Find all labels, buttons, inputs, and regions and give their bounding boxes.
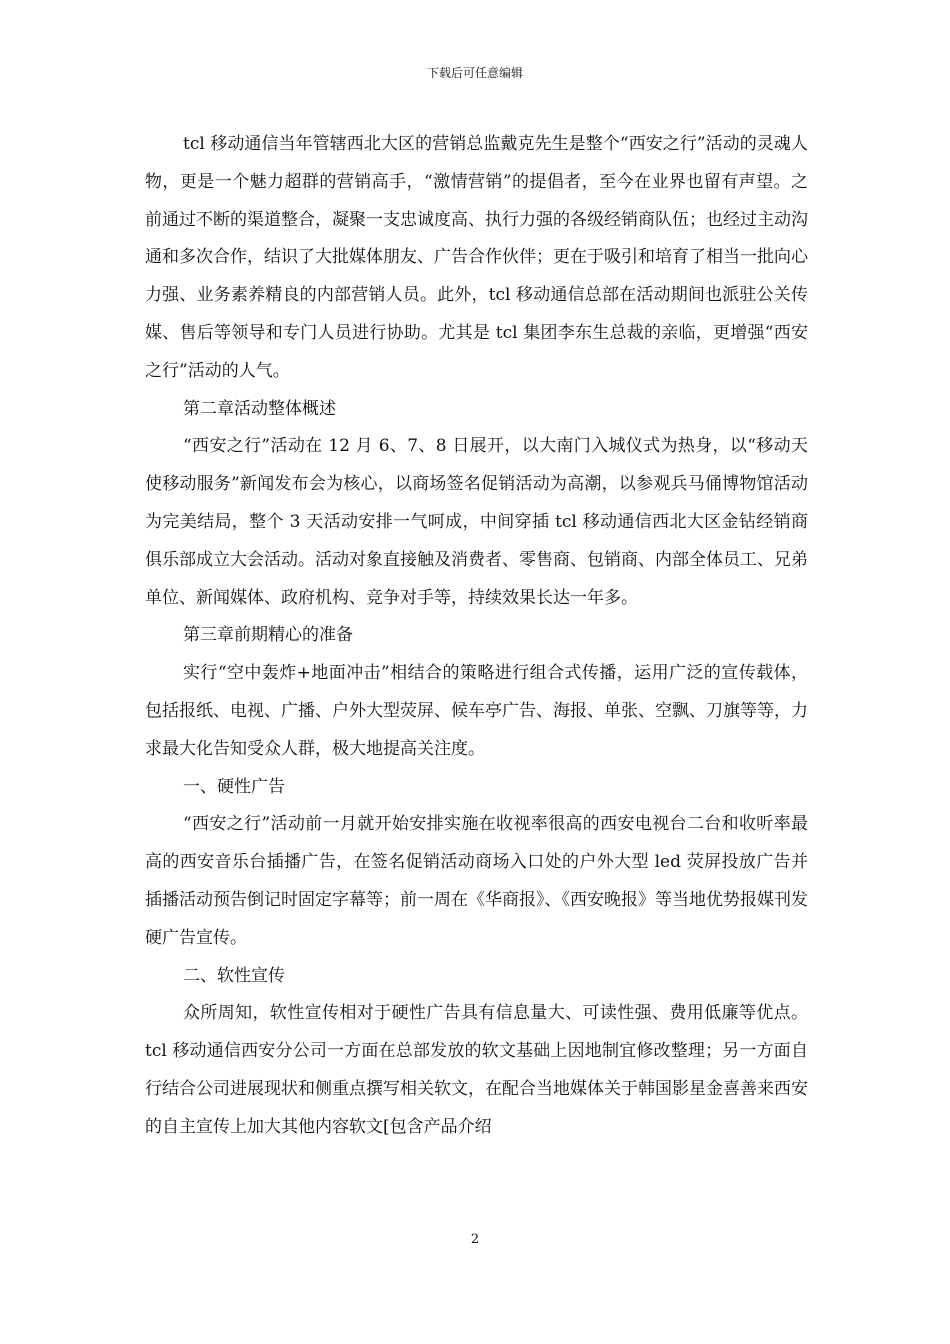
paragraph-intro: tcl 移动通信当年管辖西北大区的营销总监戴克先生是整个“西安之行”活动的灵魂人物，更是一个魅力超群的营销高手，“激情营销”的提倡者，至今在业界也留有声望。之前通过不断的渠道整合，凝聚一支忠诚度高、执行力强的各级经销商队伍；也经过主动沟通和多次合作，结识了大批媒体朋友、广告合作伙伴；更在于吸引和培育了相当一批向心力强、业务素养精良的内部营销人员。此外，tcl 移动通信总部在活动期间也派驻公关传媒、售后等领导和专门人员进行协助。尤其是 tcl 集团李东生总裁的亲临，更增强“西安之行”活动的人气。	[145, 134, 808, 381]
page-number: 2	[470, 1232, 480, 1247]
paragraph-strategy: 实行“空中轰炸+地面冲击”相结合的策略进行组合式传播，运用广泛的宣传载体，包括报纸、电视、广播、户外大型荧屏、候车亭广告、海报、单张、空飘、刀旗等等，力求最大化告知受众人群，极大地提高关注度。	[145, 663, 808, 759]
chapter-3-heading: 第三章前期精心的准备	[183, 625, 353, 646]
section-soft-promo-heading: 二、软性宣传	[183, 965, 285, 986]
page-header: 下载后可任意编辑	[426, 66, 523, 80]
document-body	[145, 126, 808, 1147]
paragraph-hard-ads: “西安之行”活动前一月就开始安排实施在收视率很高的西安电视台二台和收听率最高的西安音乐台插播广告，在签名促销活动商场入口处的户外大型 led 荧屏投放广告并插播活动预告倒记时固定字幕等；前一周在《华商报》、《西安晚报》等当地优势报媒刊发硬广告宣传。	[145, 814, 808, 948]
section-hard-ads-heading: 一、硬性广告	[183, 776, 285, 797]
paragraph-soft-promo: 众所周知，软性宣传相对于硬性广告具有信息量大、可读性强、费用低廉等优点。tcl 移动通信西安分公司一方面在总部发放的软文基础上因地制宜修改整理；另一方面自行结合公司进展现状和侧重点撰写相关软文，在配合当地媒体关于韩国影星金喜善来西安的自主宣传上加大其他内容软文[包含产品介绍	[145, 1003, 808, 1137]
chapter-2-heading: 第二章活动整体概述	[183, 398, 336, 419]
paragraph-overview: “西安之行”活动在 12 月 6、7、8 日展开，以大南门入城仪式为热身，以“移动天使移动服务”新闻发布会为核心，以商场签名促销活动为高潮，以参观兵马俑博物馆活动为完美结局，整个 3 天活动安排一气呵成，中间穿插 tcl 移动通信西北大区金钻经销商俱乐部成立大会活动。活动对象直接触及消费者、零售商、包销商、内部全体员工、兄弟单位、新闻媒体、政府机构、竞争对手等，持续效果长达一年多。	[145, 436, 808, 608]
